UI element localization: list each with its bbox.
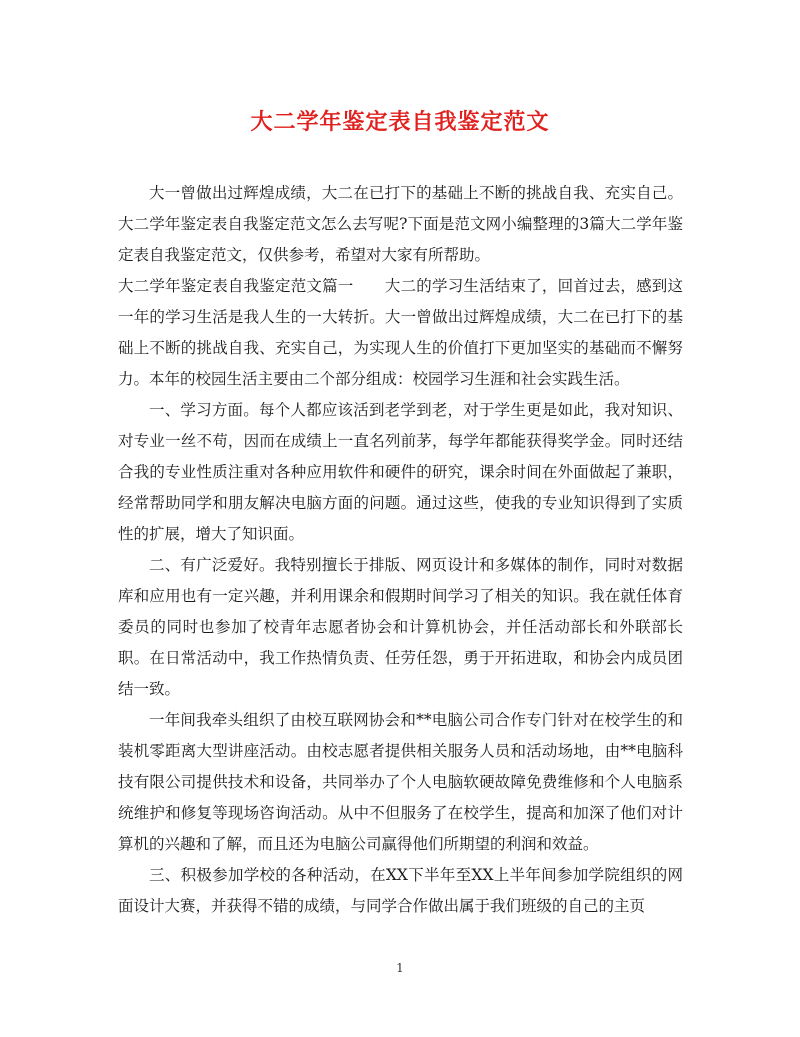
page-title: 大二学年鉴定表自我鉴定范文 — [250, 109, 550, 135]
paragraph-study: 一、学习方面。每个人都应该活到老学到老，对于学生更是如此，我对知识、对专业一丝不苟，因而在成绩上一直名列前茅，每学年都能获得奖学金。同时还结合我的专业性质注重对各种应用软件和硬件的研究，课余时间在外面做起了兼职，经常帮助同学和朋友解决电脑方面的问题。通过这些，使我的专业知识得到了实质性的扩展，增大了知识面。 — [118, 401, 683, 543]
document-body — [118, 178, 683, 922]
paragraph-essay-one: 大二学年鉴定表自我鉴定范文篇一 大二的学习生活结束了，回首过去，感到这一年的学习生活是我人生的一大转折。大一曾做出过辉煌成绩，大二在已打下的基础上不断的挑战自我、充实自己，为实现人生的价值打下更加坚实的基础而不懈努力。本年的校园生活主要由二个部分组成：校园学习生涯和社会实践生活。 — [118, 277, 683, 388]
paragraph-activities: 一年间我牵头组织了由校互联网协会和**电脑公司合作专门针对在校学生的和装机零距离大型讲座活动。由校志愿者提供相关服务人员和活动场地，由**电脑科技有限公司提供技术和设备，共同举办了个人电脑软硬故障免费维修和个人电脑系统维护和修复等现场咨询活动。从中不但服务了在校学生，提高和加深了他们对计算机的兴趣和了解，而且还为电脑公司赢得他们所期望的利润和效益。 — [118, 711, 683, 853]
page-number: 1 — [396, 961, 404, 975]
paragraph-intro: 大一曾做出过辉煌成绩，大二在已打下的基础上不断的挑战自我、充实自己。大二学年鉴定表自我鉴定范文怎么去写呢?下面是范文网小编整理的3篇大二学年鉴定表自我鉴定范文，仅供参考，希望对大家有所帮助。 — [118, 184, 683, 264]
paragraph-hobbies: 二、有广泛爱好。我特别擅长于排版、网页设计和多媒体的制作，同时对数据库和应用也有一定兴趣，并利用课余和假期时间学习了相关的知识。我在就任体育委员的同时也参加了校青年志愿者协会和计算机协会，并任活动部长和外联部长职。在日常活动中，我工作热情负责、任劳任怨，勇于开拓进取，和协会内成员团结一致。 — [118, 556, 683, 698]
paragraph-school-events: 三、积极参加学校的各种活动，在XX下半年至XX上半年间参加学院组织的网面设计大赛，并获得不错的成绩，与同学合作做出属于我们班级的自己的主页 — [118, 866, 683, 915]
